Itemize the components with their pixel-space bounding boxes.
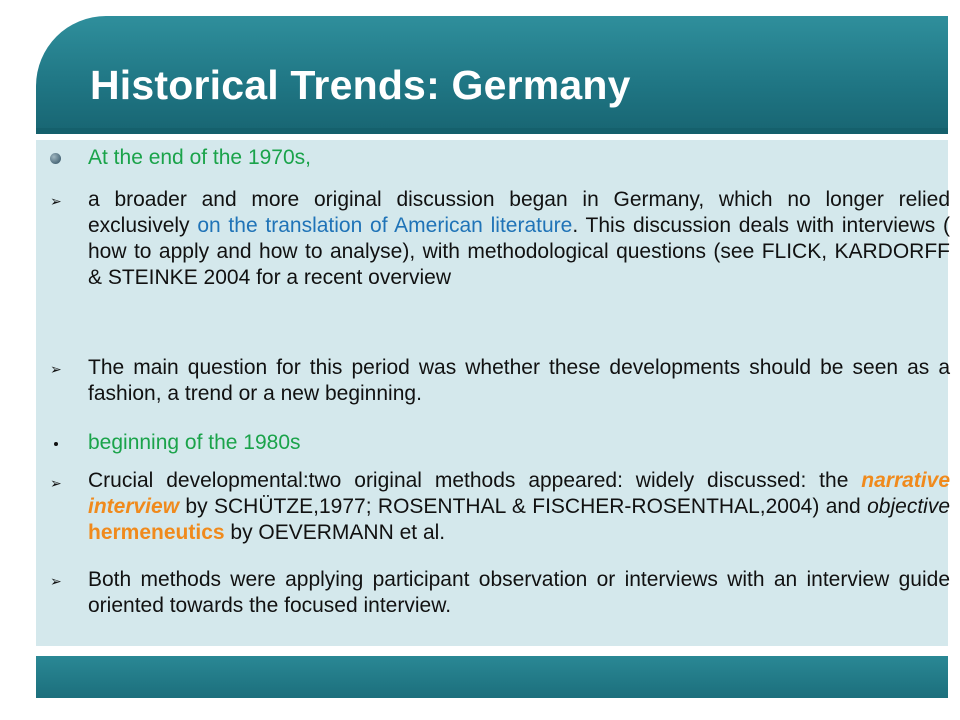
arrow-bullet-icon: ➢ xyxy=(50,361,62,377)
emph-narrative-interview: narrative interview xyxy=(88,469,950,518)
dot-bullet-icon xyxy=(54,442,58,446)
arrow-bullet-icon: ➢ xyxy=(50,573,62,589)
emph-hermeneutics: hermeneutics xyxy=(88,521,225,544)
bullet-both-methods: Both methods were applying participant observation or interviews with an interview guide oriented towards the focused interview. xyxy=(88,568,950,617)
orb-bullet-icon xyxy=(50,153,61,164)
arrow-bullet-icon: ➢ xyxy=(50,475,62,491)
slide-title: Historical Trends: Germany xyxy=(90,62,631,108)
section-heading-1980s: beginning of the 1980s xyxy=(88,431,301,454)
bullet-crucial-methods: Crucial developmental:two original methods appeared: widely discussed: the narrative interview by SCHÜTZE,1977; ROSENTHAL & FISCHER-ROSENTHAL,2004) and objective hermeneutics by OEVERMANN et al. xyxy=(88,469,950,544)
arrow-bullet-icon: ➢ xyxy=(50,193,62,209)
bullet-broader-discussion: a broader and more original discussion began in Germany, which no longer relied exclusively on the translation of American literature. This discussion deals with interviews ( how to apply and how to analyse), with methodological questions (see FLICK, KARDORFF & STEINKE 2004 for a recent overview xyxy=(88,188,950,289)
bullet-main-question: The main question for this period was whether these developments should be seen as a fashion, a trend or a new beginning. xyxy=(88,356,950,405)
highlight-translation: on the translation of American literature xyxy=(197,214,573,237)
section-heading-1970s: At the end of the 1970s, xyxy=(88,146,312,169)
footer-band xyxy=(36,656,948,698)
